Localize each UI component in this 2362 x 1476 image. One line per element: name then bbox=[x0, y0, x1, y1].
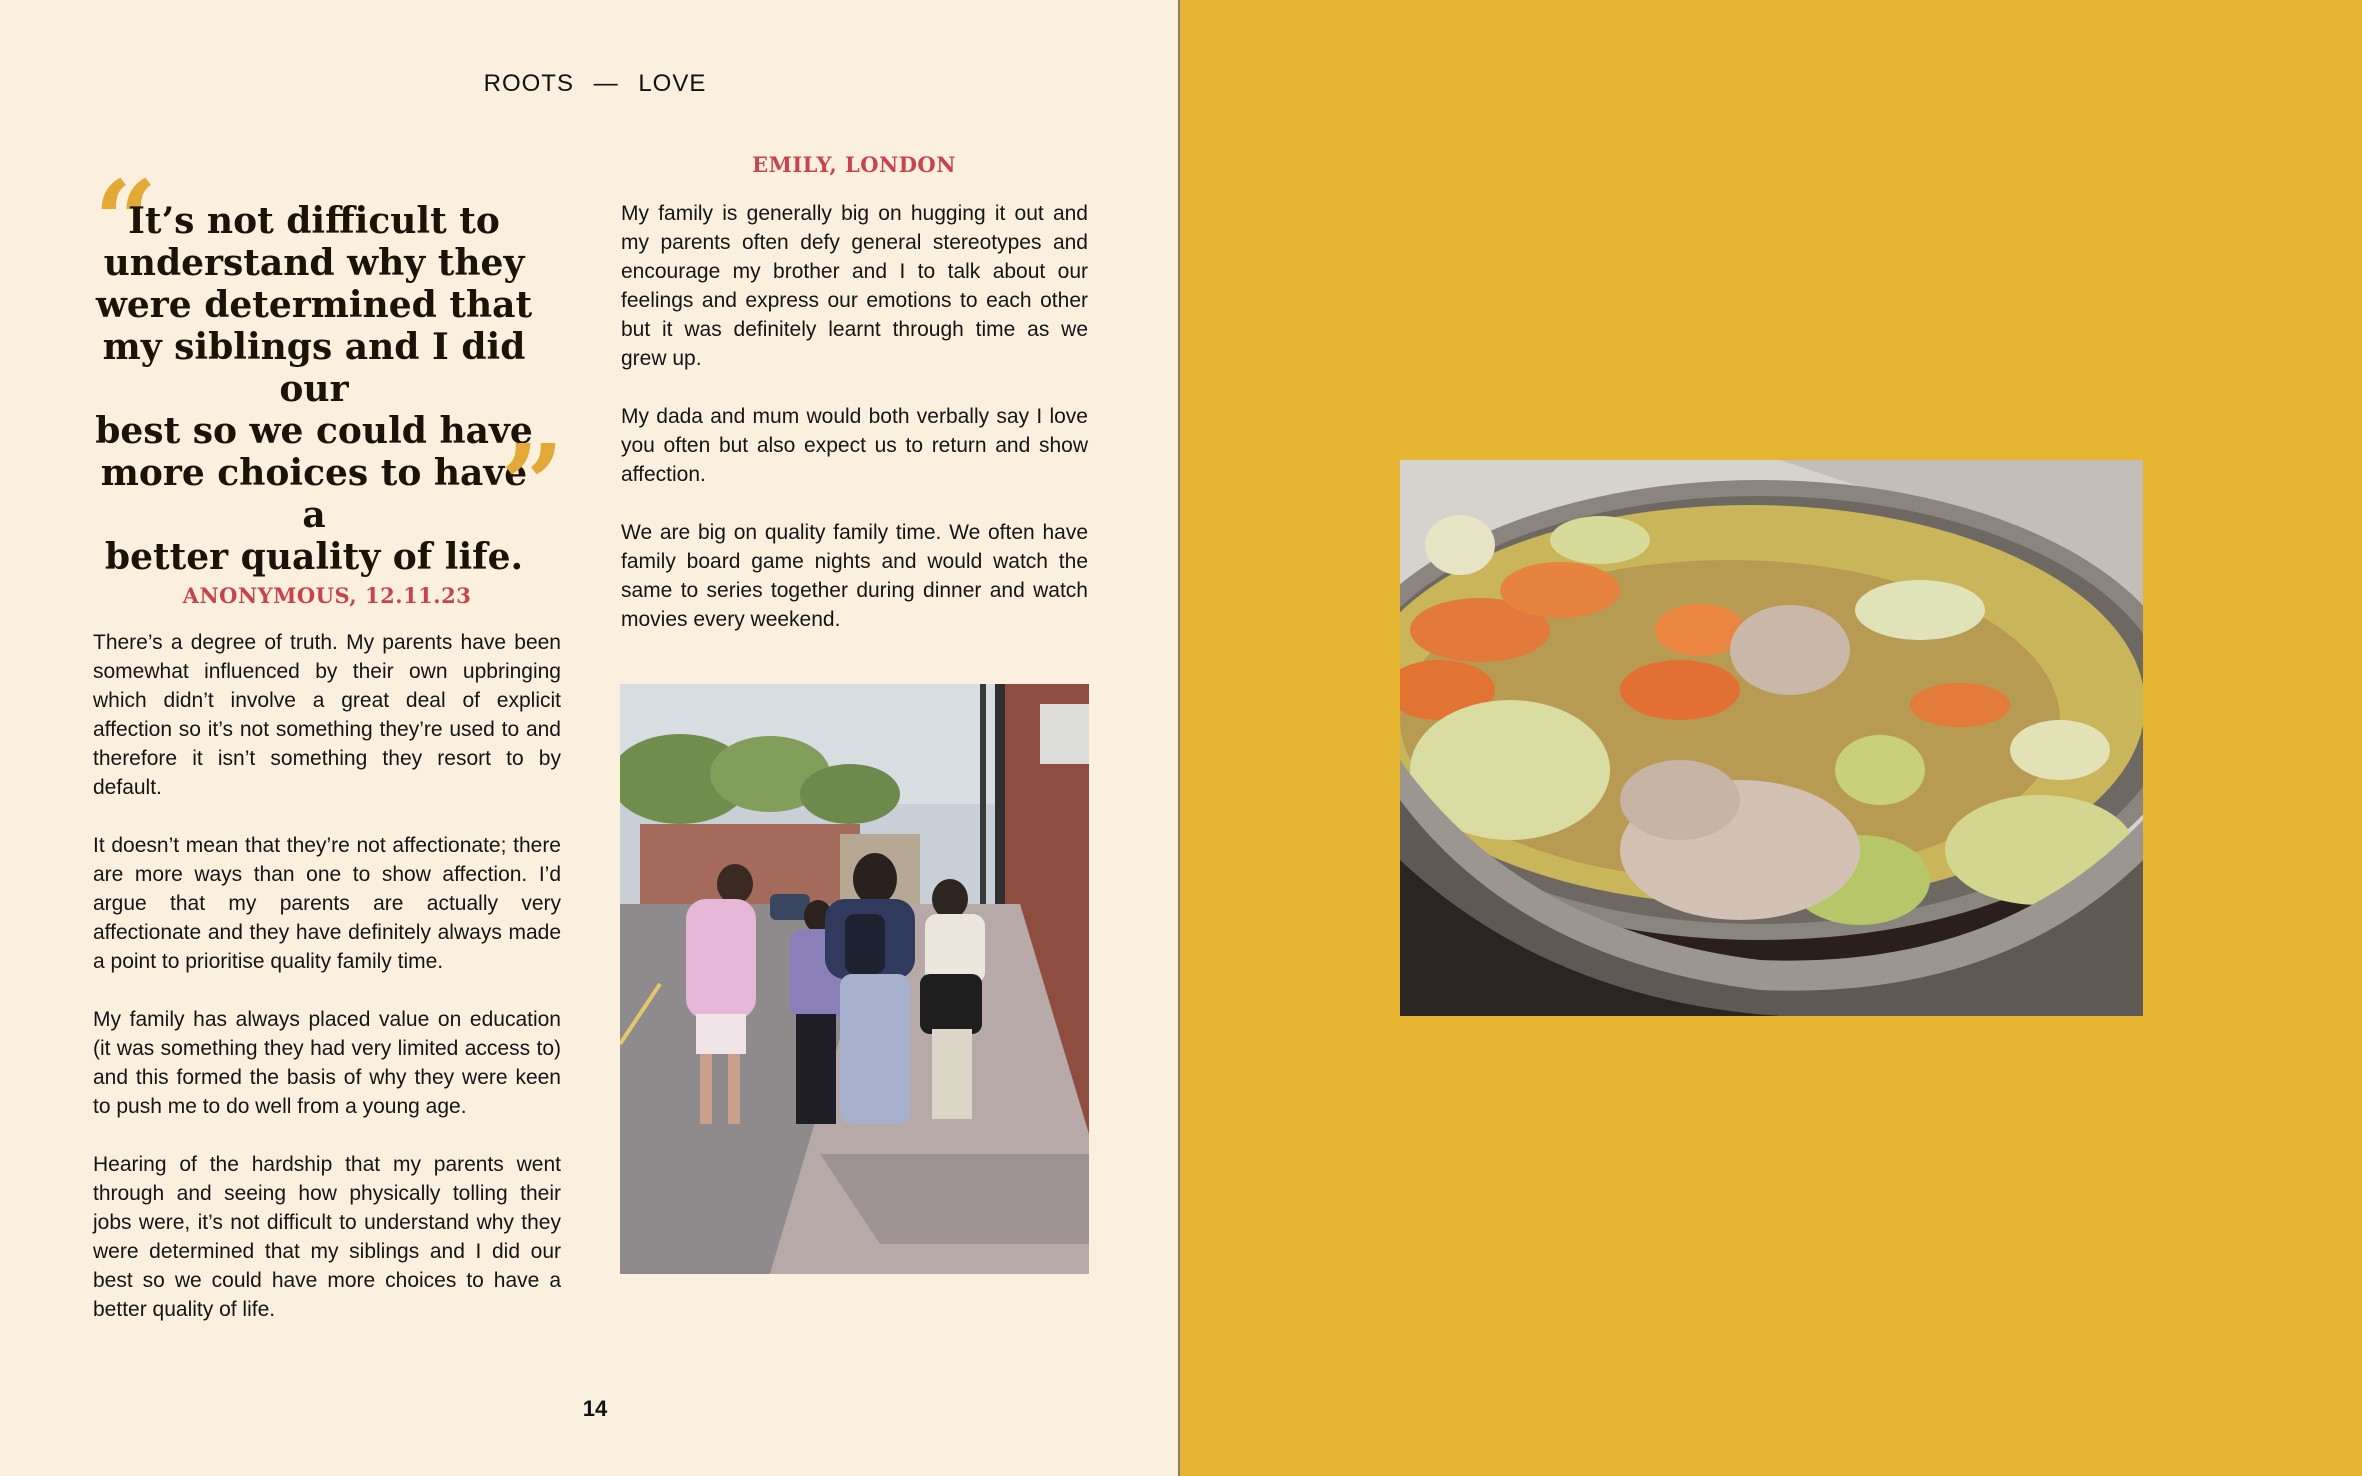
story-paragraph: Hearing of the hardship that my parents went through and seeing how physically tolling their jobs were, it’s not difficult to understand why they were determined that my siblings and I did our best so we could have more choices to have a better quality of life. bbox=[93, 1153, 561, 1321]
story-paragraph: My family has always placed value on education (it was something they had very limited access to) and this formed the basis of why they were keen to push me to do well from a young age. bbox=[93, 1008, 561, 1118]
soup-pot-photo bbox=[1400, 460, 2143, 1016]
running-head-separator: — bbox=[593, 70, 619, 97]
open-quote-mark: “ bbox=[94, 156, 158, 285]
pull-quote bbox=[94, 156, 564, 578]
pull-quote-text bbox=[94, 200, 534, 578]
story-paragraph: My family is generally big on hugging it out and my parents often defy general stereotypes and encourage my brother and I to talk about our feelings and express our emotions to each other but it was definitely learnt through time as we grew up. bbox=[621, 202, 1088, 370]
story-paragraph: My dada and mum would both verbally say I love you often but also expect us to return and show affection. bbox=[621, 405, 1088, 486]
anonymous-story bbox=[93, 628, 561, 1353]
page-number: 14 bbox=[582, 1396, 608, 1421]
pull-quote-line: better quality of life. bbox=[104, 536, 524, 578]
pull-quote-line: It’s not difficult to bbox=[128, 200, 500, 242]
left-page bbox=[0, 0, 1178, 1476]
running-head-topic: LOVE bbox=[638, 70, 707, 97]
pull-quote-line: best so we could have bbox=[95, 410, 533, 452]
emily-attribution: EMILY, LONDON bbox=[752, 152, 956, 177]
pull-quote-line: were determined that bbox=[95, 284, 533, 326]
pull-quote-line: understand why they bbox=[103, 242, 525, 284]
running-head bbox=[0, 70, 1190, 98]
anonymous-attribution: ANONYMOUS, 12.11.23 bbox=[182, 583, 472, 608]
close-quote-mark: ” bbox=[500, 420, 564, 549]
story-paragraph: We are big on quality family time. We often have family board game nights and would watch the same to series together during dinner and watch movies every weekend. bbox=[621, 521, 1088, 631]
story-paragraph: It doesn’t mean that they’re not affectionate; there are more ways than one to show affection. I’d argue that my parents are actually very affectionate and they have definitely always made a point to prioritise quality family time. bbox=[93, 834, 561, 973]
pull-quote-line: more choices to have a bbox=[100, 452, 528, 536]
running-head-section: ROOTS bbox=[483, 70, 574, 97]
emily-story bbox=[621, 199, 1088, 663]
family-walking-photo bbox=[620, 684, 1089, 1274]
pull-quote-line: my siblings and I did our bbox=[102, 326, 526, 410]
story-paragraph: There’s a degree of truth. My parents have been somewhat influenced by their own upbringing which didn’t involve a great deal of explicit affection so it’s not something they’re used to and therefore it isn’t something they resort to by default. bbox=[93, 631, 561, 799]
